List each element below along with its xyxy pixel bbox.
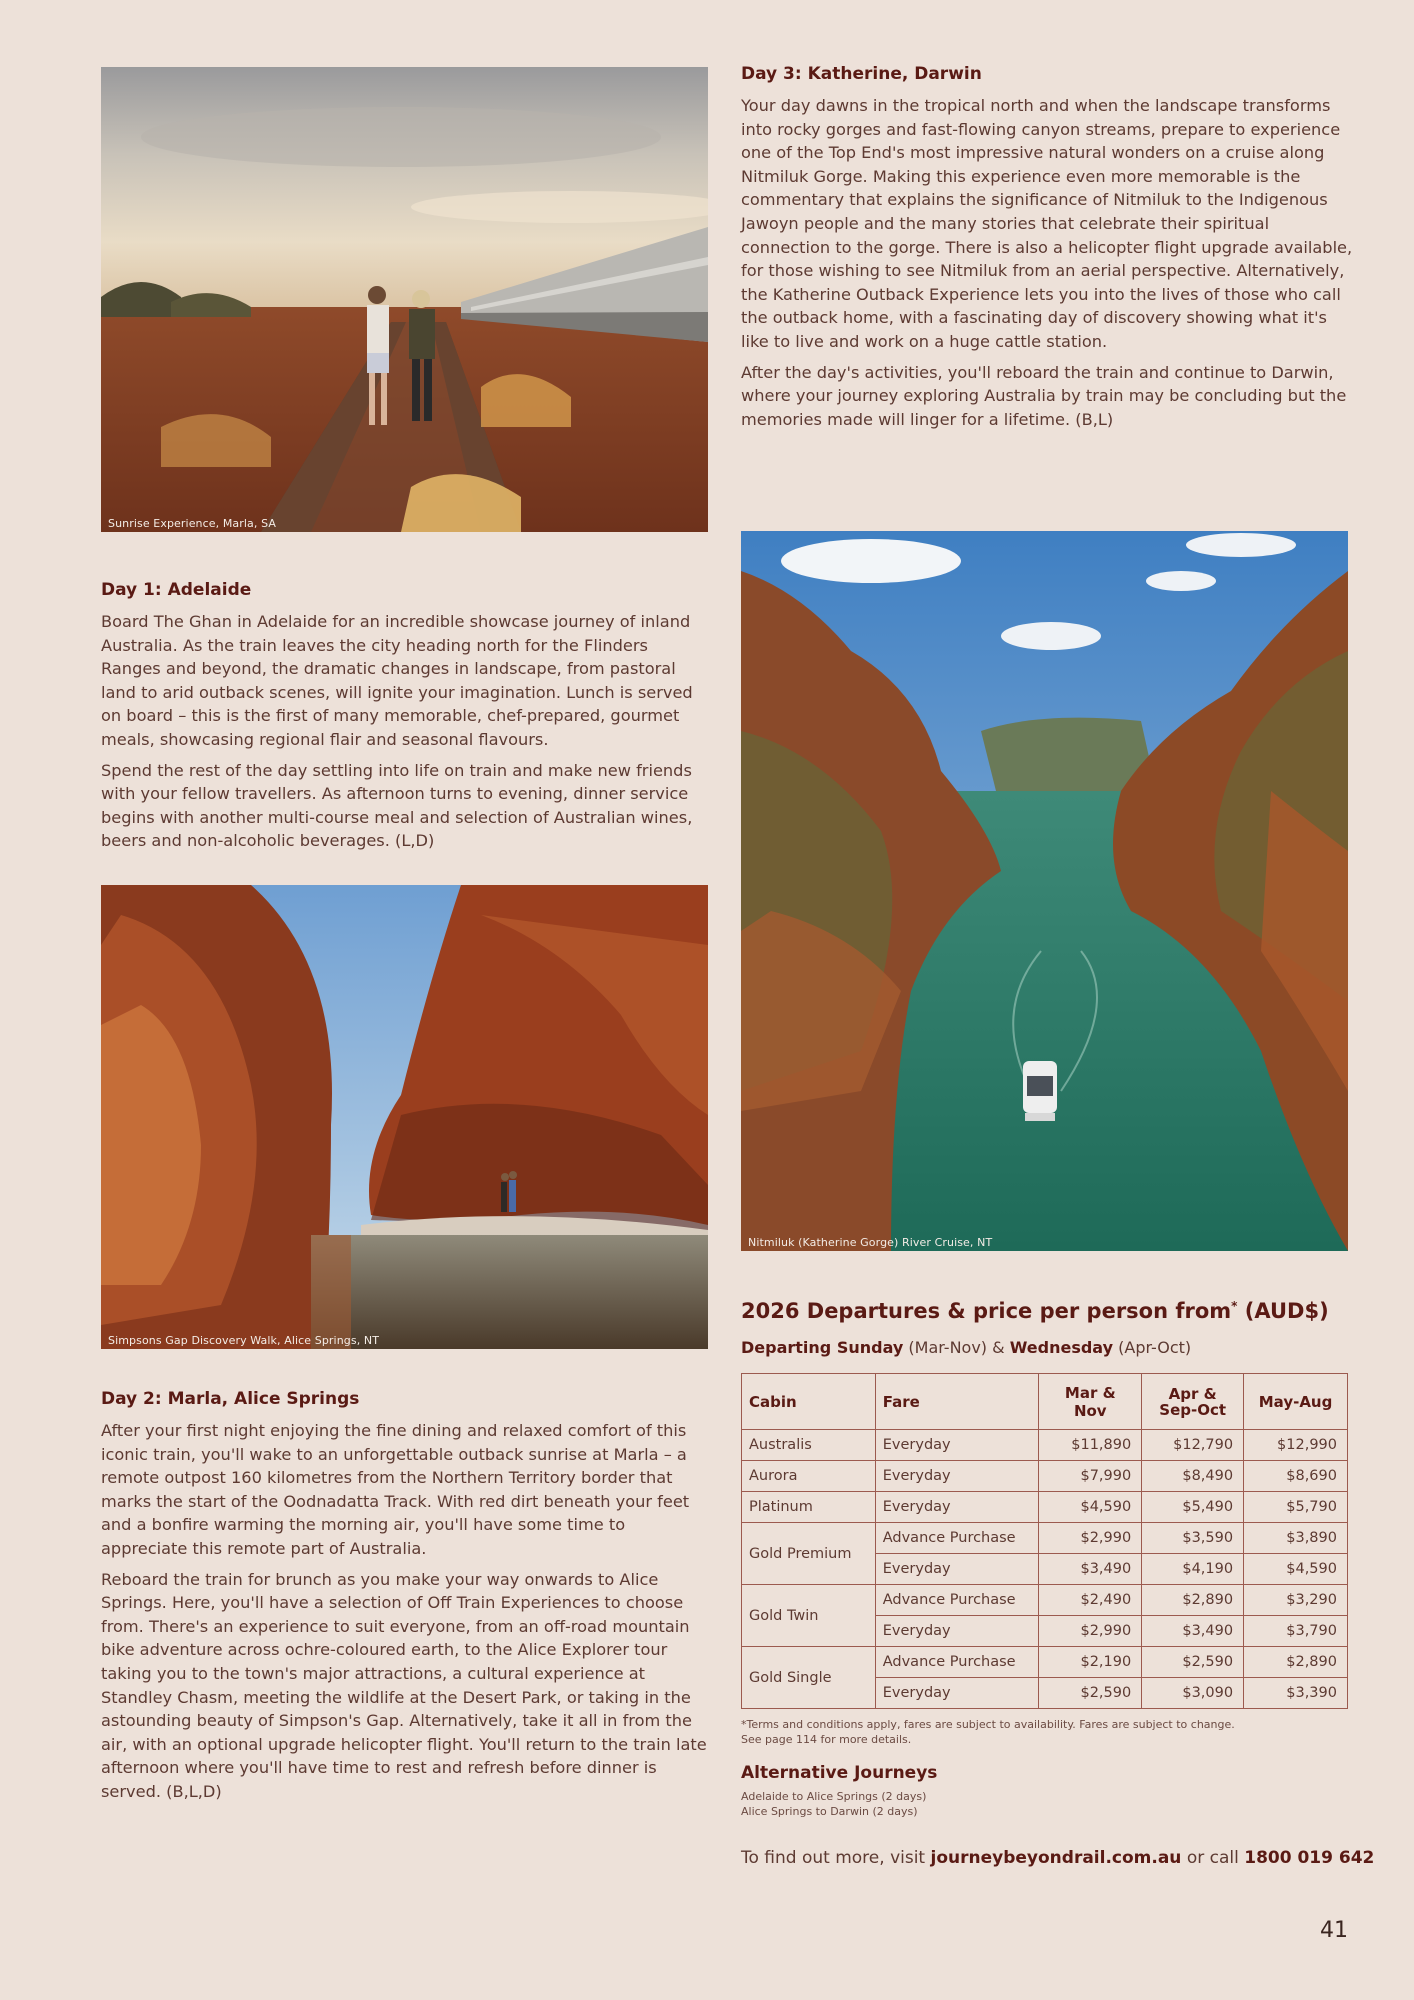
departures-title-currency: (AUD$): [1237, 1299, 1329, 1323]
header-cabin: Cabin: [742, 1374, 876, 1430]
contact-prefix: To find out more, visit: [741, 1848, 931, 1868]
header-may-aug: May-Aug: [1244, 1374, 1348, 1430]
price-cell: $3,290: [1244, 1585, 1348, 1616]
day3-heading: Day 3: Katherine, Darwin: [741, 64, 982, 84]
departures-title-text: 2026 Departures & price per person from: [741, 1299, 1232, 1323]
cabin-cell: Platinum: [742, 1492, 876, 1523]
price-cell: $12,990: [1244, 1430, 1348, 1461]
phone-number[interactable]: 1800 019 642: [1244, 1848, 1375, 1868]
header-mar-nov: Mar & Nov: [1039, 1374, 1142, 1430]
table-row: [742, 1492, 1348, 1523]
price-cell: $12,790: [1142, 1430, 1244, 1461]
day1-heading: Day 1: Adelaide: [101, 580, 252, 600]
departures-title-asterisk: *: [1231, 1299, 1238, 1313]
day1-paragraph-1: Board The Ghan in Adelaide for an incredible showcase journey of inland Australia. As the train leaves the city heading north for the Flinders Ranges and beyond, the dramatic changes in landscape, from pastoral land to arid outback scenes, will ignite your imagination. Lunch is served on board – this is the first of many memorable, chef-prepared, gourmet meals, showcasing regional flair and seasonal flavours.: [101, 612, 693, 749]
price-cell: $5,790: [1244, 1492, 1348, 1523]
photo-caption: Nitmiluk (Katherine Gorge) River Cruise, NT: [748, 1236, 993, 1249]
sunday-range: (Mar-Nov) &: [903, 1338, 1010, 1357]
day3-section: [741, 64, 1357, 431]
terms-line-1: *Terms and conditions apply, fares are subject to availability. Fares are subject to change.: [741, 1718, 1235, 1731]
simpsons-gap-photo: [101, 885, 708, 1349]
fares-table: [741, 1373, 1348, 1709]
price-cell: $8,690: [1244, 1461, 1348, 1492]
website-link[interactable]: journeybeyondrail.com.au: [930, 1848, 1182, 1868]
price-cell: $8,490: [1142, 1461, 1244, 1492]
price-cell: $4,590: [1244, 1554, 1348, 1585]
alternative-journey-item: Adelaide to Alice Springs (2 days): [741, 1790, 927, 1803]
price-cell: $5,490: [1142, 1492, 1244, 1523]
cabin-cell: Gold Premium: [742, 1523, 876, 1585]
cabin-cell: Aurora: [742, 1461, 876, 1492]
price-cell: $4,590: [1039, 1492, 1142, 1523]
price-cell: $2,590: [1039, 1678, 1142, 1709]
price-cell: $3,390: [1244, 1678, 1348, 1709]
price-cell: $3,790: [1244, 1616, 1348, 1647]
alternative-journey-item: Alice Springs to Darwin (2 days): [741, 1805, 918, 1818]
fare-cell: Advance Purchase: [875, 1523, 1039, 1554]
price-cell: $2,890: [1142, 1585, 1244, 1616]
header-apr-sep-oct: [1142, 1374, 1244, 1430]
departures-title: [741, 1299, 1329, 1323]
price-cell: $3,490: [1142, 1616, 1244, 1647]
alternative-journeys-title: Alternative Journeys: [741, 1763, 938, 1783]
cabin-cell: Australis: [742, 1430, 876, 1461]
cabin-cell: Gold Single: [742, 1647, 876, 1709]
price-cell: $11,890: [1039, 1430, 1142, 1461]
photo-caption: Sunrise Experience, Marla, SA: [108, 517, 276, 530]
table-row: [742, 1647, 1348, 1678]
day2-heading: Day 2: Marla, Alice Springs: [101, 1389, 360, 1409]
cabin-cell: Gold Twin: [742, 1585, 876, 1647]
day2-paragraph-1: After your first night enjoying the fine dining and relaxed comfort of this iconic train, you'll wake to an unforgettable outback sunrise at Marla – a remote outpost 160 kilometres from the Northern Territory border that marks the start of the Oodnadatta Track. With red dirt beneath your feet and a bonfire warming the morning air, you'll have some time to appreciate this remote part of Australia.: [101, 1421, 690, 1558]
nitmiluk-photo: [741, 531, 1348, 1251]
price-cell: $2,890: [1244, 1647, 1348, 1678]
alternative-journeys: [741, 1763, 1361, 1819]
price-cell: $2,990: [1039, 1523, 1142, 1554]
day1-section: [101, 580, 711, 853]
fare-cell: Everyday: [875, 1492, 1039, 1523]
sunrise-photo: [101, 67, 708, 532]
fare-cell: Everyday: [875, 1616, 1039, 1647]
price-cell: $2,990: [1039, 1616, 1142, 1647]
terms-line-2: See page 114 for more details.: [741, 1733, 912, 1746]
price-cell: $7,990: [1039, 1461, 1142, 1492]
price-cell: $2,190: [1039, 1647, 1142, 1678]
table-row: [742, 1461, 1348, 1492]
fare-cell: Everyday: [875, 1554, 1039, 1585]
departures-subtitle: [741, 1338, 1191, 1357]
header-sep-oct-line: Sep-Oct: [1159, 1400, 1227, 1419]
header-fare: Fare: [875, 1374, 1039, 1430]
table-row: [742, 1585, 1348, 1616]
header-apr-line: Apr &: [1168, 1384, 1217, 1403]
terms-note: [741, 1717, 1361, 1747]
fare-cell: Everyday: [875, 1461, 1039, 1492]
departing-wednesday: Wednesday: [1009, 1338, 1114, 1357]
table-row: [742, 1523, 1348, 1554]
contact-line: [741, 1848, 1374, 1868]
wednesday-range: (Apr-Oct): [1113, 1338, 1192, 1357]
day3-paragraph-1: Your day dawns in the tropical north and when the landscape transforms into rocky gorges and fast-flowing canyon streams, prepare to experience one of the Top End's most impressive natural wonders on a cruise along Nitmiluk Gorge. Making this experience even more memorable is the commentary that explains the significance of Nitmiluk to the Indigenous Jawoyn people and the many stories that celebrate their spiritual connection to the gorge. There is also a helicopter flight upgrade available, for those wishing to see Nitmiluk from an aerial perspective. Alternatively, the Katherine Outback Experience lets you into the lives of those who call the outback home, with a fascinating day of discovery showing what it's like to live and work on a huge cattle station.: [741, 96, 1353, 351]
departing-sunday: Departing Sunday: [741, 1338, 904, 1357]
fare-cell: Advance Purchase: [875, 1585, 1039, 1616]
fare-cell: Everyday: [875, 1678, 1039, 1709]
photo-caption: Simpsons Gap Discovery Walk, Alice Springs, NT: [108, 1334, 380, 1347]
price-cell: $3,490: [1039, 1554, 1142, 1585]
table-header-row: [742, 1374, 1348, 1430]
day3-paragraph-2: After the day's activities, you'll reboard the train and continue to Darwin, where your journey exploring Australia by train may be concluding but the memories made will linger for a lifetime. (B,L): [741, 362, 1347, 429]
day2-paragraph-2: Reboard the train for brunch as you make your way onwards to Alice Springs. Here, you'll have a selection of Off Train Experiences to choose from. There's an experience to suit everyone, from an off-road mountain bike adventure across ochre-coloured earth, to the Alice Explorer tour taking you to the town's major attractions, a cultural experience at Standley Chasm, meeting the wildlife at the Desert Park, or taking in the astounding beauty of Simpson's Gap. Alternatively, take it all in from the air, with an optional upgrade helicopter flight. You'll return to the train late afternoon where you'll have time to rest and refresh before dinner is served. (B,L,D): [101, 1569, 707, 1801]
price-cell: $2,490: [1039, 1585, 1142, 1616]
price-cell: $3,890: [1244, 1523, 1348, 1554]
price-cell: $3,090: [1142, 1678, 1244, 1709]
contact-middle: or call: [1181, 1848, 1245, 1868]
price-cell: $2,590: [1142, 1647, 1244, 1678]
price-cell: $4,190: [1142, 1554, 1244, 1585]
day1-paragraph-2: Spend the rest of the day settling into life on train and make new friends with your fellow travellers. As afternoon turns to evening, dinner service begins with another multi-course meal and selection of Australian wines, beers and non-alcoholic beverages. (L,D): [101, 760, 693, 851]
fare-cell: Advance Purchase: [875, 1647, 1039, 1678]
table-row: [742, 1430, 1348, 1461]
fare-cell: Everyday: [875, 1430, 1039, 1461]
price-cell: $3,590: [1142, 1523, 1244, 1554]
page-number: 41: [1320, 1918, 1348, 1943]
day2-section: [101, 1389, 711, 1804]
